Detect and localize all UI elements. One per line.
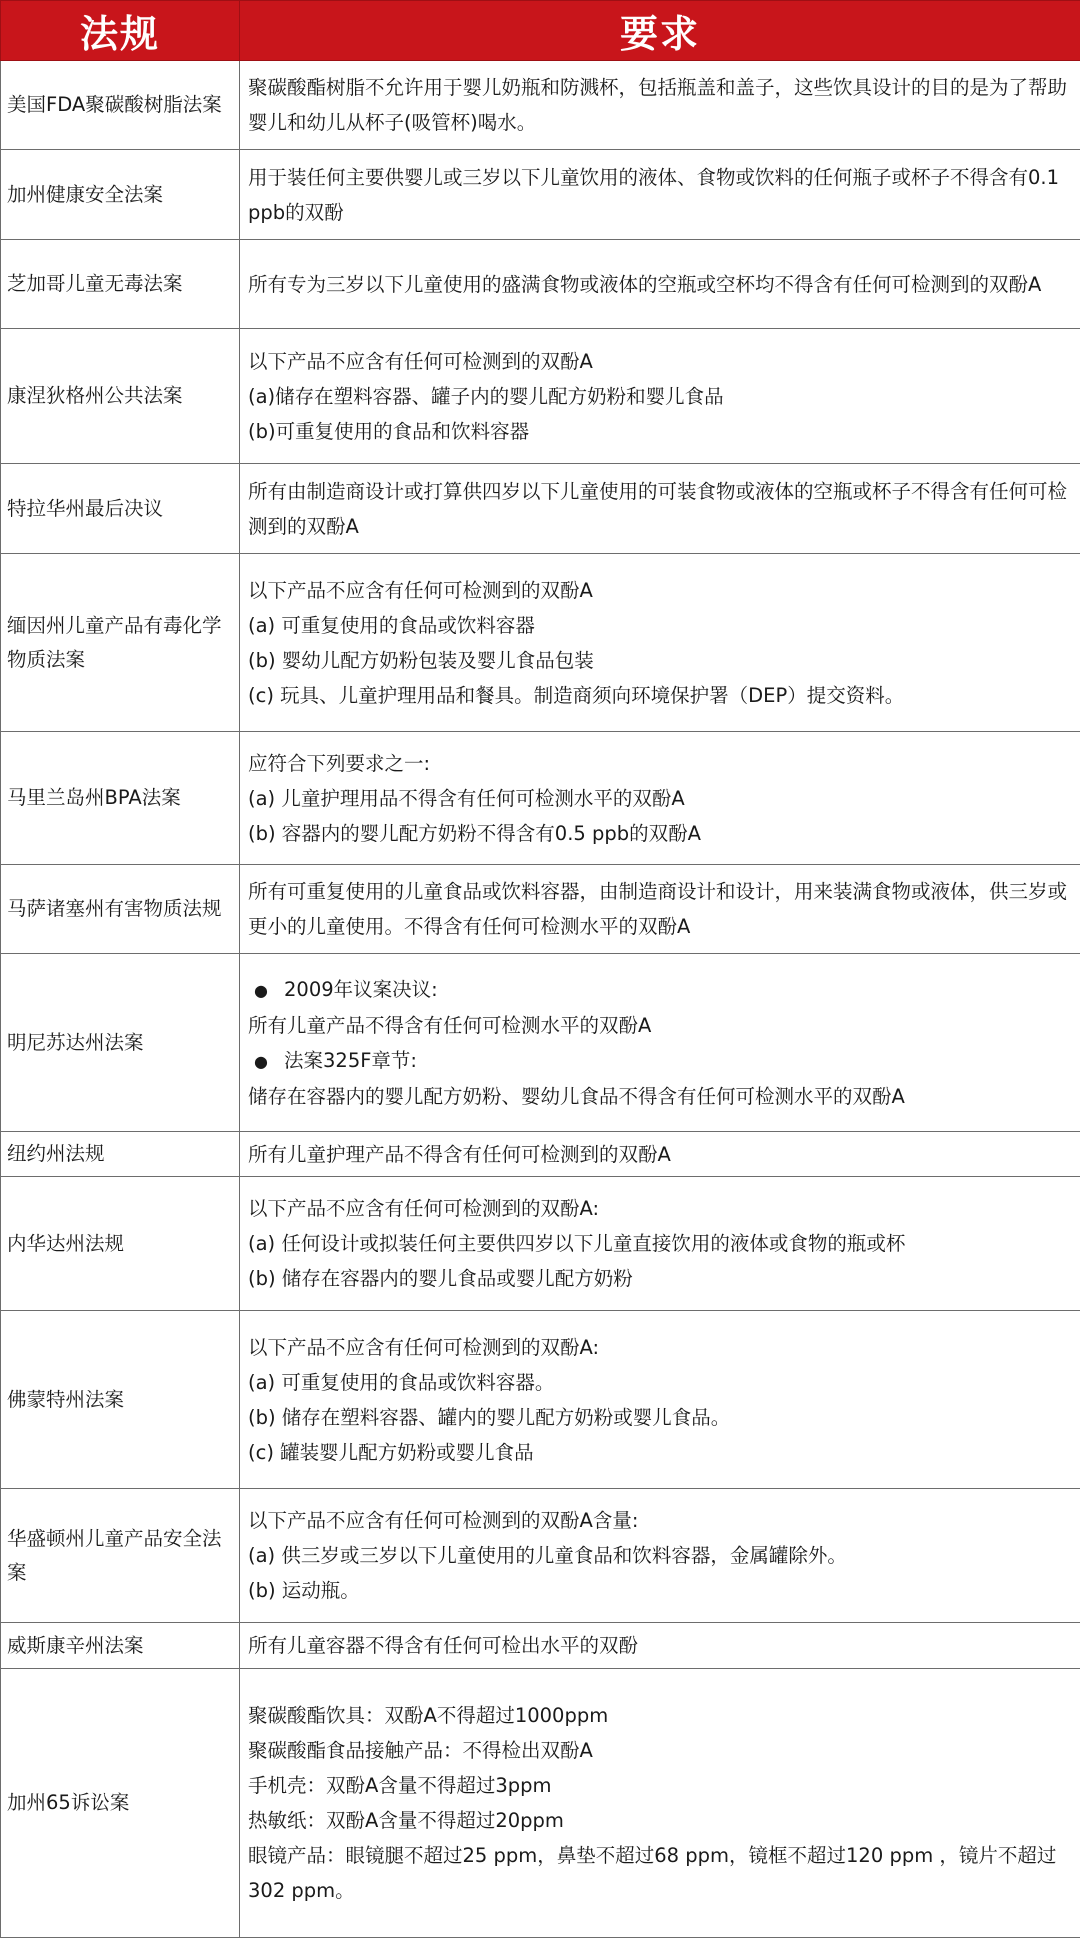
table-row bbox=[1, 1489, 1080, 1623]
requirement-line: 手机壳：双酚A含量不得超过3ppm bbox=[248, 1774, 552, 1797]
requirement-line: 所有专为三岁以下儿童使用的盛满食物或液体的空瓶或空杯均不得含有任何可检测到的双酚A bbox=[248, 272, 1042, 296]
requirement-line: 以下产品不应含有任何可检测到的双酚A: bbox=[248, 1197, 600, 1220]
law-name: 马里兰岛州BPA法案 bbox=[1, 732, 240, 865]
requirement-line: 以下产品不应含有任何可检测到的双酚A bbox=[248, 349, 593, 373]
requirement-line: 所有可重复使用的儿童食品或饮料容器，由制造商设计和设计，用来装满食物或液体，供三岁或更小的儿童使用。不得含有任何可检测水平的双酚A bbox=[248, 880, 1068, 938]
law-name: 内华达州法规 bbox=[1, 1177, 240, 1311]
table-row bbox=[1, 1177, 1080, 1311]
table-row bbox=[1, 464, 1080, 554]
requirement-line: (b) 储存在塑料容器、罐内的婴儿配方奶粉或婴儿食品。 bbox=[248, 1405, 731, 1429]
requirement-line: 眼镜产品：眼镜腿不超过25 ppm，鼻垫不超过68 ppm，镜框不超过120 ppm ，镜片不超过302 ppm。 bbox=[248, 1844, 1057, 1902]
law-name: 美国FDA聚碳酸树脂法案 bbox=[1, 61, 240, 150]
bullet-heading: 2009年议案决议: bbox=[284, 977, 438, 1001]
table-row bbox=[1, 1623, 1080, 1669]
requirement-cell bbox=[240, 150, 1080, 240]
requirement-cell bbox=[240, 865, 1080, 954]
header-law: 法规 bbox=[1, 1, 240, 61]
requirement-cell bbox=[240, 1623, 1080, 1669]
requirement-cell bbox=[240, 1132, 1080, 1177]
table-row bbox=[1, 329, 1080, 464]
requirement-cell bbox=[240, 1669, 1080, 1938]
requirement-line: 所有儿童容器不得含有任何可检出水平的双酚 bbox=[248, 1634, 639, 1657]
law-name: 加州健康安全法案 bbox=[1, 150, 240, 240]
requirement-cell bbox=[240, 61, 1080, 150]
requirement-line: (a) 儿童护理用品不得含有任何可检测水平的双酚A bbox=[248, 786, 685, 810]
requirement-line: 以下产品不应含有任何可检测到的双酚A: bbox=[248, 1335, 600, 1359]
requirement-cell bbox=[240, 554, 1080, 732]
law-name: 纽约州法规 bbox=[1, 1132, 240, 1177]
law-name: 明尼苏达州法案 bbox=[1, 954, 240, 1132]
requirement-line: 聚碳酸酯食品接触产品：不得检出双酚A bbox=[248, 1739, 593, 1762]
law-name: 佛蒙特州法案 bbox=[1, 1311, 240, 1489]
requirement-cell bbox=[240, 329, 1080, 464]
table-row bbox=[1, 732, 1080, 865]
requirement-line: 以下产品不应含有任何可检测到的双酚A bbox=[248, 578, 593, 602]
requirement-line: 聚碳酸酯树脂不允许用于婴儿奶瓶和防溅杯，包括瓶盖和盖子，这些饮具设计的目的是为了帮助婴儿和幼儿从杯子(吸管杯)喝水。 bbox=[248, 76, 1068, 134]
requirement-cell bbox=[240, 1177, 1080, 1311]
requirement-cell bbox=[240, 732, 1080, 865]
requirement-line: (a) 任何设计或拟装任何主要供四岁以下儿童直接饮用的液体或食物的瓶或杯 bbox=[248, 1232, 906, 1255]
law-name: 华盛顿州儿童产品安全法案 bbox=[1, 1489, 240, 1623]
bullet-dot-icon: ● bbox=[254, 980, 268, 1000]
law-name: 康涅狄格州公共法案 bbox=[1, 329, 240, 464]
requirement-line: (b) 容器内的婴儿配方奶粉不得含有0.5 ppb的双酚A bbox=[248, 821, 701, 845]
law-name: 芝加哥儿童无毒法案 bbox=[1, 240, 240, 329]
requirement-line: (b) 储存在容器内的婴儿食品或婴儿配方奶粉 bbox=[248, 1267, 633, 1290]
bullet-heading: 法案325F章节: bbox=[284, 1048, 418, 1072]
requirement-line: (a) 可重复使用的食品或饮料容器。 bbox=[248, 1370, 555, 1394]
requirement-line: 所有儿童产品不得含有任何可检测水平的双酚A bbox=[248, 1013, 652, 1037]
header-requirement: 要求 bbox=[240, 1, 1080, 61]
law-name: 威斯康辛州法案 bbox=[1, 1623, 240, 1669]
law-name: 加州65诉讼案 bbox=[1, 1669, 240, 1938]
law-name: 特拉华州最后决议 bbox=[1, 464, 240, 554]
table-row bbox=[1, 865, 1080, 954]
requirement-line: (a) 供三岁或三岁以下儿童使用的儿童食品和饮料容器，金属罐除外。 bbox=[248, 1544, 847, 1567]
requirement-line: (b) 运动瓶。 bbox=[248, 1579, 360, 1602]
requirement-line: 所有由制造商设计或打算供四岁以下儿童使用的可装食物或液体的空瓶或杯子不得含有任何可检测到的双酚A bbox=[248, 479, 1068, 538]
table-header-row bbox=[1, 1, 1080, 61]
table-row bbox=[1, 1132, 1080, 1177]
requirement-cell bbox=[240, 464, 1080, 554]
requirement-cell bbox=[240, 954, 1080, 1132]
table-row bbox=[1, 954, 1080, 1132]
table-row bbox=[1, 150, 1080, 240]
bullet-item bbox=[248, 1043, 1070, 1079]
requirement-line: (b) 婴幼儿配方奶粉包装及婴儿食品包装 bbox=[248, 648, 594, 672]
table-row bbox=[1, 1311, 1080, 1489]
table-row bbox=[1, 554, 1080, 732]
requirement-cell bbox=[240, 1489, 1080, 1623]
law-name: 马萨诸塞州有害物质法规 bbox=[1, 865, 240, 954]
requirement-line: 应符合下列要求之一: bbox=[248, 751, 431, 775]
requirement-cell bbox=[240, 1311, 1080, 1489]
requirement-cell bbox=[240, 240, 1080, 329]
requirement-line: (c) 罐装婴儿配方奶粉或婴儿食品 bbox=[248, 1440, 534, 1464]
requirement-line: 聚碳酸酯饮具：双酚A不得超过1000ppm bbox=[248, 1704, 609, 1727]
requirement-line: 储存在容器内的婴儿配方奶粉、婴幼儿食品不得含有任何可检测水平的双酚A bbox=[248, 1084, 905, 1108]
table-row bbox=[1, 1669, 1080, 1938]
requirement-line: 以下产品不应含有任何可检测到的双酚A含量: bbox=[248, 1509, 639, 1532]
requirement-line: (a)储存在塑料容器、罐子内的婴儿配方奶粉和婴儿食品 bbox=[248, 384, 724, 408]
table-row bbox=[1, 240, 1080, 329]
requirement-line: (c) 玩具、儿童护理用品和餐具。制造商须向环境保护署（DEP）提交资料。 bbox=[248, 683, 905, 707]
requirement-line: 热敏纸：双酚A含量不得超过20ppm bbox=[248, 1809, 564, 1832]
bullet-item bbox=[248, 972, 1070, 1008]
requirement-line: 所有儿童护理产品不得含有任何可检测到的双酚A bbox=[248, 1142, 671, 1166]
requirement-line: (a) 可重复使用的食品或饮料容器 bbox=[248, 613, 535, 637]
table-row bbox=[1, 61, 1080, 150]
requirement-line: 用于装任何主要供婴儿或三岁以下儿童饮用的液体、食物或饮料的任何瓶子或杯子不得含有0.1 ppb的双酚 bbox=[248, 165, 1060, 224]
law-name: 缅因州儿童产品有毒化学物质法案 bbox=[1, 554, 240, 732]
requirement-line: (b)可重复使用的食品和饮料容器 bbox=[248, 419, 530, 443]
bullet-dot-icon: ● bbox=[254, 1051, 268, 1071]
